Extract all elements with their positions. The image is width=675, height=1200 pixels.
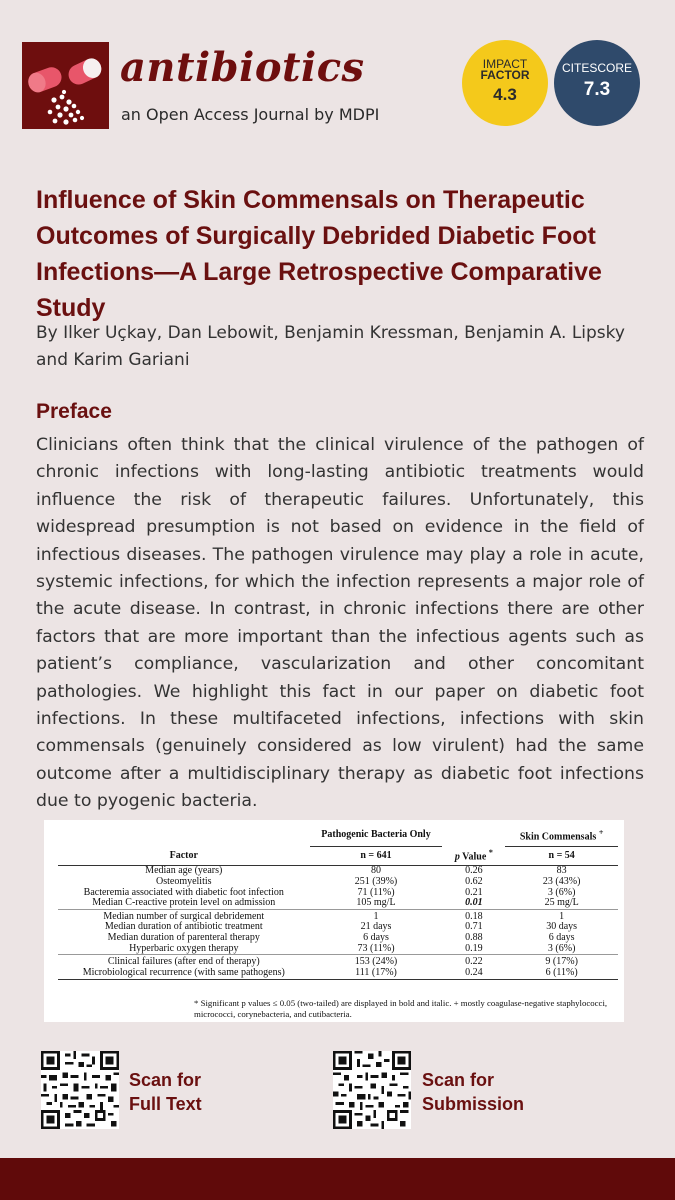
group1-header: Pathogenic Bacteria Only xyxy=(310,826,443,846)
impact-factor-label-1: IMPACT xyxy=(482,57,528,71)
impact-factor-badge xyxy=(462,40,548,126)
table-row: Bacteremia associated with diabetic foot infection 71 (11%) 0.21 3 (6%) xyxy=(83,886,576,898)
scan-submission-label xyxy=(422,1068,524,1116)
results-table xyxy=(58,826,618,980)
footer-bar xyxy=(0,1158,675,1200)
impact-factor-label-2: FACTOR xyxy=(480,68,530,82)
journal-logo xyxy=(22,42,109,129)
scan-full-text-line1: Scan for xyxy=(129,1070,202,1090)
article-authors: By Ilker Uçkay, Dan Lebowit, Benjamin Kressman, Benjamin A. Lipsky and Karim Gariani xyxy=(36,323,625,370)
qr-code-icon xyxy=(333,1051,411,1129)
table-row: Clinical failures (after end of therapy) 153 (24%) 0.22 9 (17%) xyxy=(58,955,618,968)
submission-qr-code[interactable] xyxy=(333,1051,411,1129)
pill-capsule-icon xyxy=(22,42,109,129)
table-row: Osteomyelitis 251 (39%) 0.62 23 (43%) xyxy=(155,875,581,887)
journal-name: antibiotics xyxy=(120,44,365,91)
citescore-badge xyxy=(554,40,640,126)
scan-submission-line2: Submission xyxy=(422,1094,525,1114)
group2-header xyxy=(505,826,618,846)
factor-column-header: Factor xyxy=(58,846,310,865)
qr-code-icon xyxy=(41,1051,119,1129)
preface-text: Clinicians often think that the clinical virulence of the pathogen of chronic infections with long-lasting antibiotic treatments would influence the risk of therapeutic failures. Unfortunately, this widespread presumption is not based on evidence in the field of infectious diseases. The pathogen virulence may play a role in acute, systemic infections, for which the infection represents a major role of the acute disease. In contrast, in chronic infections there are other factors that are more important than the infectious agents such as patient’s compliance, vascularization and other concomitant pathologies. We highlight this fact in our paper on diabetic foot infections. In these multifaceted infections, infections with skin commensals (genuinely considered as low virulent) had the same outcome after a multidisciplinary therapy as diabetic foot infections due to pyogenic bacteria. xyxy=(36,435,644,812)
table-row: Median duration of antibiotic treatment 21 days 0.71 30 days xyxy=(104,921,578,933)
table-footnote: * Significant p values ≤ 0.05 (two-tailed) are displayed in bold and italic. + mostly coagulase-negative staphylococci, micrococci, corynebacteria, and cutibacteria. xyxy=(194,998,608,1019)
p-letter: p xyxy=(454,851,460,863)
table-row: Median C-reactive protein level on admission 105 mg/L 0.01 25 mg/L xyxy=(92,897,579,909)
full-text-qr-code[interactable] xyxy=(41,1051,119,1129)
scan-full-text-line2: Full Text xyxy=(129,1094,202,1114)
scan-submission-line1: Scan for xyxy=(422,1070,495,1090)
impact-factor-value: 4.3 xyxy=(493,85,517,104)
article-title: Influence of Skin Commensals on Therapeutic Outcomes of Surgically Debrided Diabetic Foot Infections—A Large Retrospective Comparative Study xyxy=(36,186,602,322)
table-row: Hyperbaric oxygen therapy 73 (11%) 0.19 3 (6%) xyxy=(129,942,576,954)
table-row: Microbiological recurrence (with same pathogens) 111 (17%) 0.24 6 (11%) xyxy=(58,968,618,980)
preface-heading: Preface xyxy=(36,400,112,423)
results-table-figure xyxy=(44,820,624,1022)
journal-subtitle: an Open Access Journal by MDPI xyxy=(121,105,380,124)
group2-sup: + xyxy=(598,828,604,837)
table-row: Median duration of parenteral therapy 6 days 0.88 6 days xyxy=(107,931,575,943)
citescore-value: 7.3 xyxy=(583,79,611,100)
p-value-column-header xyxy=(442,846,505,865)
table-row: Median number of surgical debridement 1 0.18 1 xyxy=(58,909,618,922)
p-value-sup: * xyxy=(488,848,493,858)
p-value-label: Value xyxy=(462,851,487,863)
citescore-label: CITESCORE xyxy=(561,61,632,75)
table-row: Median age (years) 80 0.26 83 xyxy=(145,865,567,877)
n2-column-header: n = 54 xyxy=(505,846,618,865)
scan-full-text-label xyxy=(129,1068,202,1116)
n1-column-header: n = 641 xyxy=(310,846,443,865)
group2-label: Skin Commensals xyxy=(519,831,597,843)
